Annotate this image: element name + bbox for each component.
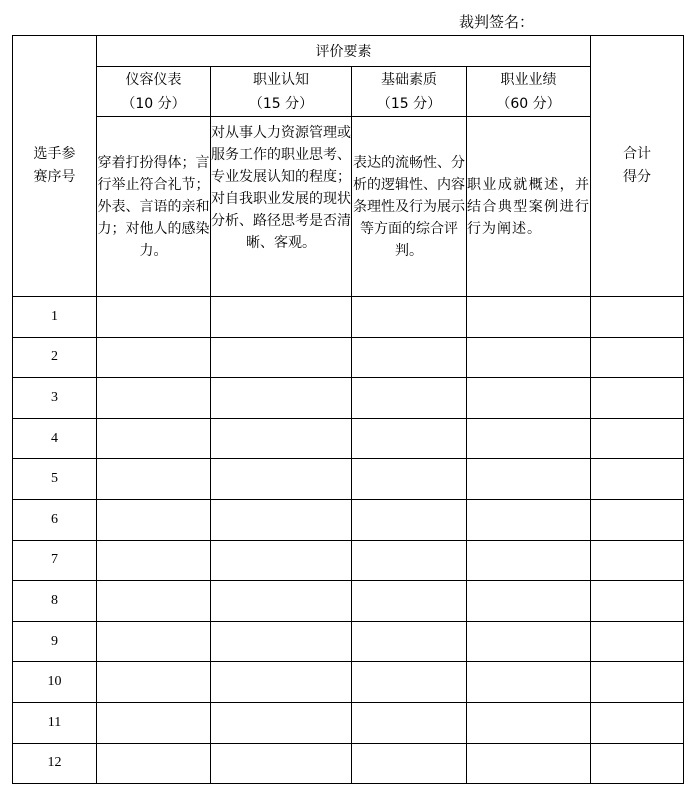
- criterion-score: （10 分）: [121, 95, 186, 112]
- score-cell[interactable]: [211, 581, 352, 622]
- score-cell[interactable]: [467, 702, 591, 743]
- score-cell[interactable]: [352, 581, 467, 622]
- criterion-name: 仪容仪表: [125, 71, 182, 88]
- score-cell[interactable]: [97, 702, 211, 743]
- criterion-name: 职业业绩: [500, 71, 557, 88]
- score-cell[interactable]: [97, 743, 211, 784]
- score-cell[interactable]: [211, 337, 352, 378]
- score-cell[interactable]: [211, 662, 352, 703]
- total-cell[interactable]: [591, 297, 684, 338]
- score-cell[interactable]: [97, 581, 211, 622]
- player-serial: 11: [13, 702, 97, 743]
- player-serial: 7: [13, 540, 97, 581]
- total-cell[interactable]: [591, 378, 684, 419]
- player-serial: 10: [13, 662, 97, 703]
- score-cell[interactable]: [467, 459, 591, 500]
- score-cell[interactable]: [352, 337, 467, 378]
- score-cell[interactable]: [467, 337, 591, 378]
- total-cell[interactable]: [591, 540, 684, 581]
- score-cell[interactable]: [211, 743, 352, 784]
- criterion-score: （60 分）: [496, 95, 561, 112]
- player-id-header: [13, 36, 97, 297]
- criterion-score: （15 分）: [248, 95, 314, 112]
- criterion-header-appearance: [97, 67, 211, 117]
- total-cell[interactable]: [591, 459, 684, 500]
- player-serial: 4: [13, 418, 97, 459]
- score-cell[interactable]: [467, 662, 591, 703]
- score-cell[interactable]: [211, 621, 352, 662]
- table-row: [13, 297, 684, 338]
- criterion-header-career-performance: [467, 67, 591, 117]
- score-cell[interactable]: [97, 297, 211, 338]
- total-cell[interactable]: [591, 621, 684, 662]
- criterion-score: （15 分）: [376, 95, 442, 112]
- table-row: [13, 337, 684, 378]
- criteria-group-header: 评价要素: [97, 36, 591, 67]
- score-cell[interactable]: [352, 499, 467, 540]
- score-cell[interactable]: [97, 378, 211, 419]
- score-cell[interactable]: [211, 459, 352, 500]
- score-cell[interactable]: [467, 378, 591, 419]
- table-row: [13, 418, 684, 459]
- score-cell[interactable]: [467, 499, 591, 540]
- score-cell[interactable]: [211, 499, 352, 540]
- player-id-label: 选手参赛序号: [33, 146, 76, 185]
- player-serial: 2: [13, 337, 97, 378]
- score-cell[interactable]: [211, 540, 352, 581]
- total-cell[interactable]: [591, 581, 684, 622]
- criterion-header-career-awareness: [211, 67, 352, 117]
- total-score-header: [591, 36, 684, 297]
- player-serial: 5: [13, 459, 97, 500]
- table-row: [13, 621, 684, 662]
- criterion-description-career-performance: 职业成就概述，并结合典型案例进行行为阐述。: [467, 117, 591, 297]
- score-cell[interactable]: [352, 378, 467, 419]
- total-cell[interactable]: [591, 702, 684, 743]
- table-row: [13, 378, 684, 419]
- score-cell[interactable]: [97, 499, 211, 540]
- player-serial: 6: [13, 499, 97, 540]
- score-cell[interactable]: [467, 540, 591, 581]
- score-cell[interactable]: [352, 459, 467, 500]
- total-cell[interactable]: [591, 662, 684, 703]
- criterion-description-career-awareness: 对从事人力资源管理或服务工作的职业思考、专业发展认知的程度；对自我职业发展的现状分析、路径思考是否清晰、客观。: [211, 117, 352, 297]
- criterion-description-appearance: 穿着打扮得体；言行举止符合礼节；外表、言语的亲和力；对他人的感染力。: [97, 117, 211, 297]
- score-cell[interactable]: [211, 378, 352, 419]
- score-cell[interactable]: [97, 337, 211, 378]
- score-cell[interactable]: [97, 540, 211, 581]
- table-row: [13, 702, 684, 743]
- score-cell[interactable]: [467, 418, 591, 459]
- score-cell[interactable]: [467, 581, 591, 622]
- table-row: [13, 540, 684, 581]
- player-serial: 8: [13, 581, 97, 622]
- score-cell[interactable]: [211, 702, 352, 743]
- criterion-name: 职业认知: [253, 71, 309, 88]
- score-cell[interactable]: [97, 662, 211, 703]
- score-cell[interactable]: [97, 621, 211, 662]
- score-cell[interactable]: [211, 418, 352, 459]
- score-cell[interactable]: [467, 621, 591, 662]
- score-sheet-table: [12, 35, 684, 784]
- total-score-label: 合计得分: [623, 146, 651, 185]
- table-row: [13, 499, 684, 540]
- total-cell[interactable]: [591, 337, 684, 378]
- score-cell[interactable]: [97, 459, 211, 500]
- criterion-description-basic-quality: 表达的流畅性、分析的逻辑性、内容条理性及行为展示等方面的综合评判。: [352, 117, 467, 297]
- player-serial: 12: [13, 743, 97, 784]
- player-serial: 3: [13, 378, 97, 419]
- score-cell[interactable]: [352, 702, 467, 743]
- score-cell[interactable]: [97, 418, 211, 459]
- score-cell[interactable]: [467, 743, 591, 784]
- score-cell[interactable]: [211, 297, 352, 338]
- judge-signature-label: 裁判签名：: [459, 13, 535, 31]
- table-row: [13, 459, 684, 500]
- score-cell[interactable]: [352, 297, 467, 338]
- score-cell[interactable]: [352, 540, 467, 581]
- total-cell[interactable]: [591, 418, 684, 459]
- player-serial: 1: [13, 297, 97, 338]
- table-row: [13, 581, 684, 622]
- total-cell[interactable]: [591, 499, 684, 540]
- score-cell[interactable]: [352, 418, 467, 459]
- player-serial: 9: [13, 621, 97, 662]
- criterion-name: 基础素质: [381, 71, 437, 88]
- total-cell[interactable]: [591, 743, 684, 784]
- table-row: [13, 743, 684, 784]
- table-row: [13, 662, 684, 703]
- score-cell[interactable]: [467, 297, 591, 338]
- score-cell[interactable]: [352, 743, 467, 784]
- score-cell[interactable]: [352, 662, 467, 703]
- score-cell[interactable]: [352, 621, 467, 662]
- criterion-header-basic-quality: [352, 67, 467, 117]
